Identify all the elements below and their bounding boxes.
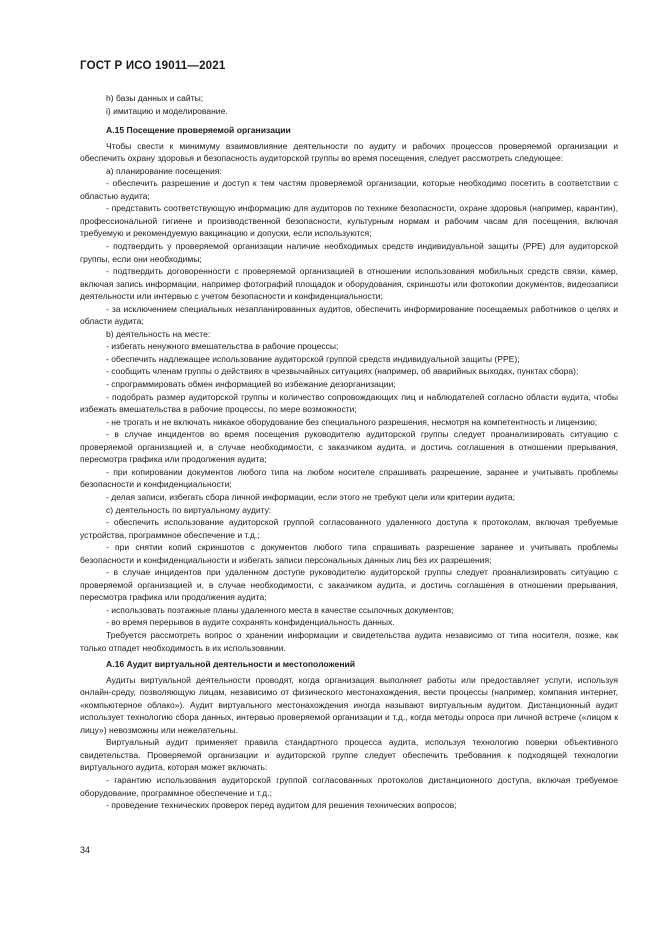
- paragraph: - представить соответствующую информацию для аудиторов по технике безопасности, охране здоровья (например, карантин), профессиональной гигиене и производственной безопасности, культурным нормам и рабочим часам для посещения, включая требуемую и рекомендуемую вакцинацию и допуски, если используются;: [80, 203, 618, 239]
- paragraph: - в случае инцидентов во время посещения руководителю аудиторской группы следует проанализировать ситуацию с проверяемой организацией и, в случае необходимости, с заказчиком аудита, и достичь соглашения в отношении прерывания, пересмотра графика или продолжения аудита;: [80, 429, 618, 465]
- section-heading: А.15 Посещение проверяемой организации: [106, 125, 291, 136]
- paragraph: - проведение технических проверок перед аудитом для решения технических вопросов;: [106, 800, 457, 811]
- document-body: [80, 92, 618, 812]
- paragraph: - обеспечить разрешение и доступ к тем частям проверяемой организации, которые необходимо посетить в соответствии с областью аудита;: [80, 178, 618, 201]
- paragraph: Чтобы свести к минимуму взаимовлияние деятельности по аудиту и рабочих процессов проверяемой организации и обеспечить охрану здоровья и безопасность аудиторской группы во время посещения, следует рассмотреть следующее:: [80, 140, 618, 164]
- paragraph: Аудиты виртуальной деятельности проводят, когда организация выполняет работы или предоставляет услуги, используя онлайн-среду, позволяющую лицам, независимо от физического местонахождения, вести процессы (например, компания интернет, «компьютерное облако»). Аудит виртуального местонахождения иногда называют виртуальным аудитом. Дистанционный аудит использует технологию сбора данных, интервью проверяемой организации и т.д., когда методы опроса при личной встрече («лицом к лицу») невозможны или нежелательны.: [80, 674, 618, 735]
- paragraph: - обеспечить использование аудиторской группой согласованного удаленного доступа к протоколам, включая требуемые устройства, программное обеспечение и т.д.;: [80, 517, 618, 540]
- paragraph: - гарантию использования аудиторской группой согласованных протоколов дистанционного доступа, включая требуемое оборудование, программное обеспечение и т.д.;: [80, 774, 618, 798]
- paragraph: - подтвердить у проверяемой организации наличие необходимых средств индивидуальной защиты (PPE) для аудиторской группы, если они необходимы;: [80, 241, 618, 264]
- paragraph: b) деятельность на месте:: [106, 328, 211, 339]
- paragraph: - избегать ненужного вмешательства в рабочие процессы;: [106, 341, 339, 352]
- paragraph: - сообщить членам группы о действиях в чрезвычайных ситуациях (например, об аварийных выходах, пунктах сбора);: [106, 366, 579, 377]
- section-heading: А.16 Аудит виртуальной деятельности и местоположений: [106, 659, 356, 670]
- paragraph: - делая записи, избегать сбора личной информации, если этого не требуют цели или критерии аудита;: [106, 491, 515, 502]
- paragraph: - за исключением специальных незапланированных аудитов, обеспечить информирование посещаемых работников о целях и области аудита;: [80, 303, 618, 327]
- paragraph: - не трогать и не включать никакое оборудование без специального разрешения, несмотря на компетентность и лицензию;: [106, 416, 598, 427]
- paragraph: a) планирование посещения:: [106, 165, 222, 176]
- paragraph: Требуется рассмотреть вопрос о хранении информации и свидетельства аудита независимо от типа носителя, позже, как только отпадет необходимость в их использовании.: [80, 629, 618, 653]
- paragraph: - при копировании документов любого типа на любом носителе спрашивать разрешение, заранее и учитывать проблемы безопасности и конфиденциальности;: [80, 466, 618, 490]
- paragraph: - подтвердить договоренности с проверяемой организацией в отношении использования мобильных средств связи, камер, включая запись информации, например фотографий площадок и оборудования, скриншоты или фотокопии документов, видеозаписи деятельности или интервью с учетом безопасности и конфиденциальности;: [80, 266, 618, 302]
- paragraph: - спрограммировать обмен информацией во избежание дезорганизации;: [106, 379, 396, 390]
- document-header: ГОСТ Р ИСО 19011—2021: [80, 60, 226, 72]
- paragraph: i) имитацию и моделирование.: [106, 105, 228, 116]
- paragraph: - обеспечить надлежащее использование аудиторской группой средств индивидуальной защиты (PPE);: [106, 353, 520, 364]
- page-number: 34: [80, 845, 91, 855]
- paragraph: - использовать поэтажные планы удаленного места в качестве ссылочных документов;: [106, 604, 454, 615]
- paragraph: c) деятельность по виртуальному аудиту:: [106, 504, 272, 515]
- paragraph: h) базы данных и сайты;: [106, 93, 204, 103]
- paragraph: - в случае инцидентов при удаленном доступе руководителю аудиторской группы следует проанализировать ситуацию с проверяемой организацией и, в случае необходимости, с заказчиком аудита, и достичь соглашения в отношении прерывания, пересмотра графика или продолжения аудита;: [80, 567, 618, 603]
- paragraph: Виртуальный аудит применяет правила стандартного процесса аудита, используя технологию поверки объективного свидетельства. Проверяемой организации и аудиторской группе следует обеспечить требования к подходящей технологии виртуального аудита, которая может включать:: [80, 737, 618, 773]
- paragraph: - во время перерывов в аудите сохранять конфиденциальность данных.: [106, 617, 395, 628]
- paragraph: - при снятии копий скриншотов с документов любого типа спрашивать разрешение заранее и учитывать проблемы безопасности и конфиденциальности и избегать записи персональных данных лиц без их разрешения;: [80, 542, 618, 565]
- paragraph: - подобрать размер аудиторской группы и количество сопровождающих лиц и наблюдателей согласно области аудита, чтобы избежать вмешательства в рабочие процессы, по мере возможности;: [80, 391, 618, 415]
